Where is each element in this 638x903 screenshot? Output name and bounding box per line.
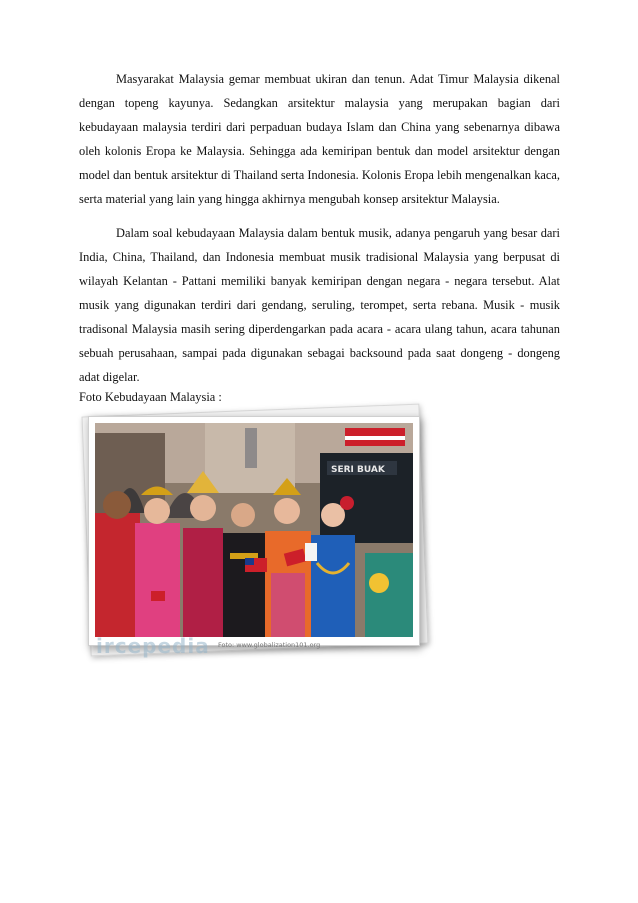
paragraph-culture-architecture: Masyarakat Malaysia gemar membuat ukiran dan tenun. Adat Timur Malaysia dikenal dengan topeng kayunya. Sedangkan arsitektur malaysia yang merupakan bagian dari kebudayaan malaysia terdiri dari perpaduan budaya Islam dan China yang sebenarnya dibawa oleh kolonis Eropa ke Malaysia. Sehingga ada kemiripan bentuk dan model arsitektur dengan model dan bentuk arsitektur di Thailand serta Indonesia. Kolonis Eropa lebih mengenalkan kaca, serta material yang lain yang hingga akhirnya mengubah konsep arsitektur Malaysia. <box>79 72 560 206</box>
photo-collage <box>78 398 428 663</box>
photo-footer <box>78 634 428 658</box>
photo-frame <box>88 416 420 646</box>
seri-sign-text: SERI BUAK <box>331 465 385 475</box>
photo-credit: Foto: www.globalization101.org <box>218 641 321 649</box>
photo-caption: Foto Kebudayaan Malaysia : <box>79 390 222 404</box>
document-body <box>79 67 560 405</box>
watermark-logo: ircepedia <box>96 634 210 658</box>
paragraph-culture-music: Dalam soal kebudayaan Malaysia dalam bentuk musik, adanya pengaruh yang besar dari India, China, Thailand, dan Indonesia membuat musik tradisional Malaysia yang berpusat di wilayah Kelantan - Pattani memiliki banyak kemiripan dengan negara - negara tersebut. Alat musik yang digunakan terdiri dari gendang, seruling, terompet, serta rebana. Musik - musik tradisonal Malaysia masih sering diperdengarkan pada acara - acara ulang tahun, acara tahunan sebuah perusahaan, sampai pada digunakan sebagai backsound pada saat dongeng - dongeng adat digelar. <box>79 226 560 384</box>
culture-photo-illustration <box>95 423 413 637</box>
culture-photo <box>95 423 413 637</box>
